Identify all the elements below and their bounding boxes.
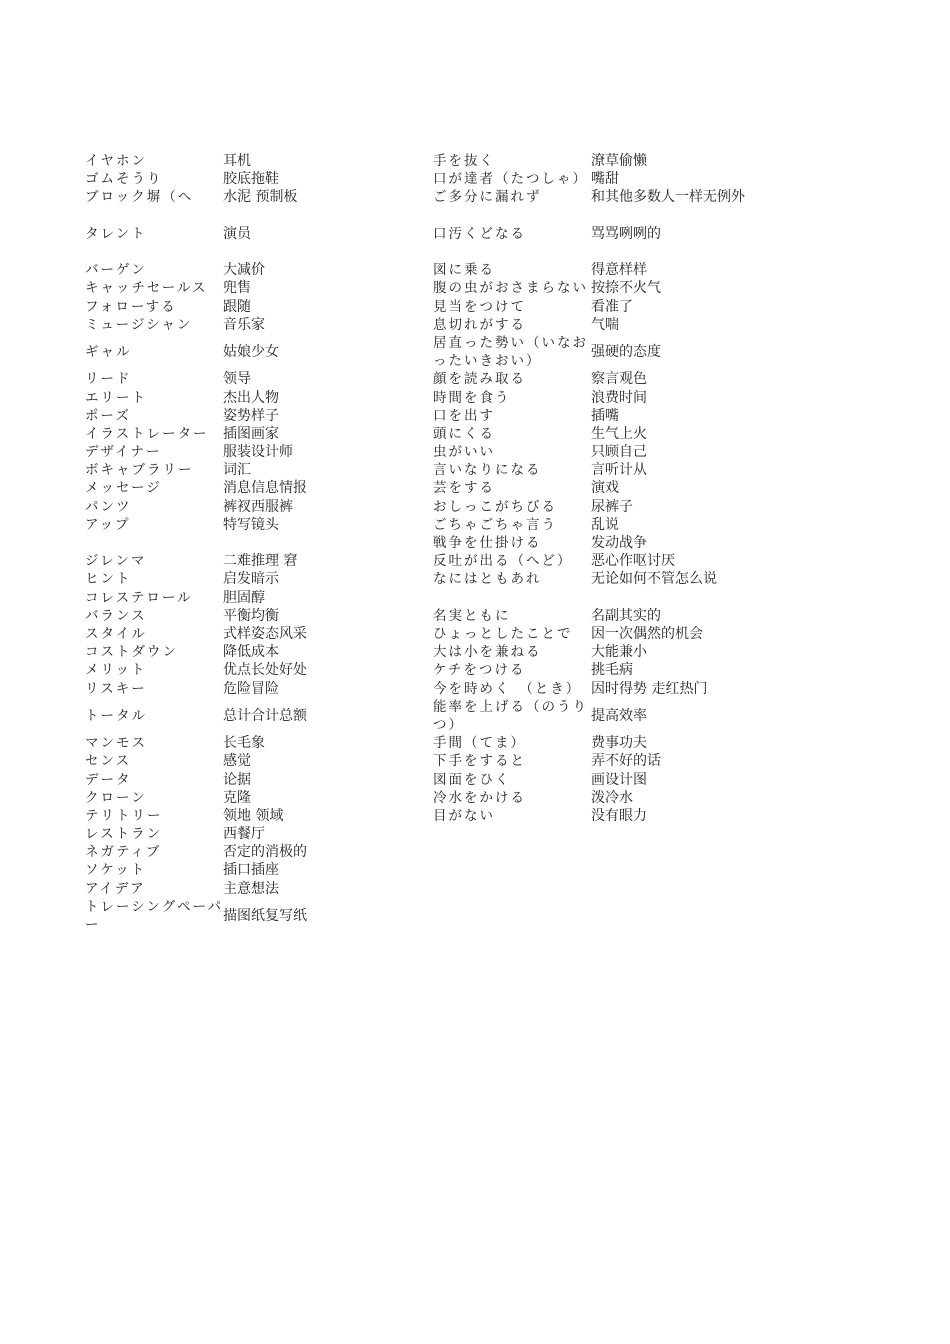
japanese-term: タレント xyxy=(85,225,147,242)
japanese-term: 手間（てま） xyxy=(433,735,526,752)
japanese-term: トータル xyxy=(85,707,147,724)
chinese-meaning: 按捺不火气 xyxy=(591,280,661,297)
chinese-meaning: 克隆 xyxy=(223,789,251,806)
chinese-meaning: 启发暗示 xyxy=(223,571,279,588)
chinese-meaning: 杰出人物 xyxy=(223,389,279,406)
japanese-term: 図面をひく xyxy=(433,771,511,788)
chinese-meaning: 水泥 预制板 xyxy=(223,189,298,206)
vocab-row xyxy=(85,570,415,588)
vocab-column-right xyxy=(433,152,793,825)
japanese-term: トレーシングペーパー xyxy=(85,898,223,933)
chinese-meaning: 危险冒险 xyxy=(223,680,279,697)
japanese-term: ケチをつける xyxy=(433,662,526,679)
vocab-row xyxy=(433,261,793,279)
vocab-row xyxy=(85,643,415,661)
chinese-meaning: 胆固醇 xyxy=(223,589,265,606)
japanese-term: 虫がいい xyxy=(433,444,495,461)
chinese-meaning: 画设计图 xyxy=(591,771,647,788)
japanese-term: 息切れがする xyxy=(433,316,526,333)
chinese-meaning: 总计合计总额 xyxy=(223,707,307,724)
vocab-row xyxy=(433,643,793,661)
chinese-meaning: 姑娘少女 xyxy=(223,344,279,361)
japanese-term: 口が達者（たつしゃ） xyxy=(433,171,588,188)
vocab-row xyxy=(85,388,415,406)
chinese-meaning: 插口插座 xyxy=(223,862,279,879)
japanese-term: ご多分に漏れず xyxy=(433,189,542,206)
vocab-row xyxy=(433,479,793,497)
vocab-row xyxy=(433,661,793,679)
vocab-row xyxy=(85,843,415,861)
chinese-meaning: 音乐家 xyxy=(223,316,265,333)
chinese-meaning: 得意样样 xyxy=(591,262,647,279)
vocab-row xyxy=(433,225,793,243)
blank-row xyxy=(85,534,415,552)
chinese-meaning: 看准了 xyxy=(591,298,633,315)
japanese-term: デザイナー xyxy=(85,444,162,461)
blank-row xyxy=(433,589,793,607)
vocab-row xyxy=(433,516,793,534)
japanese-term: クローン xyxy=(85,789,147,806)
japanese-term: リード xyxy=(85,371,132,388)
vocab-row xyxy=(433,334,793,370)
chinese-meaning: 插图画家 xyxy=(223,425,279,442)
vocab-row xyxy=(433,607,793,625)
japanese-term: エリート xyxy=(85,389,147,406)
vocab-row xyxy=(85,370,415,388)
chinese-meaning: 发动战争 xyxy=(591,535,647,552)
chinese-meaning: 插嘴 xyxy=(591,407,619,424)
chinese-meaning: 耳机 xyxy=(223,153,251,170)
vocab-row xyxy=(433,152,793,170)
japanese-term: イラストレーター xyxy=(85,425,209,442)
japanese-term: 反吐が出る（へど） xyxy=(433,553,573,570)
japanese-term: 手を抜く xyxy=(433,153,495,170)
japanese-term: イヤホン xyxy=(85,153,147,170)
vocab-row xyxy=(433,298,793,316)
vocab-row xyxy=(433,807,793,825)
chinese-meaning: 跟随 xyxy=(223,298,251,315)
japanese-term: パンツ xyxy=(85,498,132,515)
japanese-term: レストラン xyxy=(85,826,163,843)
japanese-term: バランス xyxy=(85,607,147,624)
chinese-meaning: 领导 xyxy=(223,371,251,388)
vocab-row xyxy=(85,752,415,770)
chinese-meaning: 胶底拖鞋 xyxy=(223,171,279,188)
japanese-term: ボキャブラリー xyxy=(85,462,194,479)
japanese-term: 下手をすると xyxy=(433,753,526,770)
chinese-meaning: 兜售 xyxy=(223,280,251,297)
japanese-term: ソケット xyxy=(85,862,147,879)
vocab-row xyxy=(433,698,793,734)
japanese-term: ネガティブ xyxy=(85,844,162,861)
chinese-meaning: 乱说 xyxy=(591,516,619,533)
chinese-meaning: 恶心作呕讨厌 xyxy=(591,553,675,570)
vocab-row xyxy=(85,188,415,206)
japanese-term: 頭にくる xyxy=(433,425,495,442)
vocab-row xyxy=(433,461,793,479)
vocab-row xyxy=(433,279,793,297)
vocab-row xyxy=(433,770,793,788)
chinese-meaning: 主意想法 xyxy=(223,880,279,897)
japanese-term: 戦争を仕掛ける xyxy=(433,535,542,552)
japanese-term: 口を出す xyxy=(433,407,495,424)
chinese-meaning: 大减价 xyxy=(223,262,265,279)
vocab-row xyxy=(85,698,415,734)
vocab-row xyxy=(85,861,415,879)
japanese-term: ひょっとしたことで xyxy=(433,625,573,642)
japanese-term: リスキー xyxy=(85,680,147,697)
vocab-row xyxy=(85,425,415,443)
vocab-row xyxy=(433,752,793,770)
vocab-row xyxy=(433,570,793,588)
chinese-meaning: 降低成本 xyxy=(223,644,279,661)
japanese-term: 見当をつけて xyxy=(433,298,526,315)
japanese-term: 口汚くどなる xyxy=(433,225,526,242)
vocab-row xyxy=(433,370,793,388)
vocab-row xyxy=(85,825,415,843)
japanese-term: マンモス xyxy=(85,735,147,752)
japanese-term: 居直った勢い（いなおったいきおい） xyxy=(433,335,588,370)
vocab-column-left xyxy=(85,152,415,934)
chinese-meaning: 提高效率 xyxy=(591,707,647,724)
japanese-term: 芸をする xyxy=(433,480,495,497)
chinese-meaning: 骂骂咧咧的 xyxy=(591,225,661,242)
chinese-meaning: 消息信息情报 xyxy=(223,480,307,497)
chinese-meaning: 名副其实的 xyxy=(591,607,661,624)
vocab-row xyxy=(85,607,415,625)
vocab-row xyxy=(85,316,415,334)
chinese-meaning: 西餐厅 xyxy=(223,826,265,843)
chinese-meaning: 领地 领域 xyxy=(223,807,284,824)
chinese-meaning: 无论如何不管怎么说 xyxy=(591,571,717,588)
japanese-term: おしっこがちびる xyxy=(433,498,557,515)
japanese-term: アップ xyxy=(85,516,131,533)
vocab-row xyxy=(433,734,793,752)
japanese-term: 言いなりになる xyxy=(433,462,542,479)
japanese-term: メッセージ xyxy=(85,480,162,497)
chinese-meaning: 裤衩西服裤 xyxy=(223,498,293,515)
chinese-meaning: 长毛象 xyxy=(223,735,265,752)
vocab-row xyxy=(85,589,415,607)
japanese-term: 腹の虫がおさまらない xyxy=(433,280,588,297)
japanese-term: ごちゃごちゃ言う xyxy=(433,516,557,533)
japanese-term: 顔を読み取る xyxy=(433,371,526,388)
chinese-meaning: 因时得势 走红热门 xyxy=(591,680,708,697)
chinese-meaning: 论据 xyxy=(223,771,251,788)
vocab-row xyxy=(433,443,793,461)
japanese-term: スタイル xyxy=(85,625,147,642)
vocab-row xyxy=(433,188,793,206)
japanese-term: ミュージシャン xyxy=(85,316,193,333)
chinese-meaning: 二难推理 窘 xyxy=(223,553,298,570)
japanese-term: バーゲン xyxy=(85,262,147,279)
chinese-meaning: 姿势样子 xyxy=(223,407,279,424)
japanese-term: ゴムそうり xyxy=(85,171,163,188)
japanese-term: 目がない xyxy=(433,807,495,824)
vocab-row xyxy=(85,661,415,679)
chinese-meaning: 描图纸复写纸 xyxy=(223,907,307,924)
chinese-meaning: 词汇 xyxy=(223,462,251,479)
chinese-meaning: 演戏 xyxy=(591,480,619,497)
vocab-row xyxy=(85,770,415,788)
vocab-row xyxy=(85,498,415,516)
vocab-row xyxy=(433,534,793,552)
japanese-term: 今を時めく （とき） xyxy=(433,680,582,697)
chinese-meaning: 潦草偷懒 xyxy=(591,153,647,170)
vocab-row xyxy=(85,789,415,807)
japanese-term: テリトリー xyxy=(85,807,163,824)
vocab-row xyxy=(433,425,793,443)
vocab-row xyxy=(85,407,415,425)
vocab-row xyxy=(85,443,415,461)
vocab-row xyxy=(433,625,793,643)
vocab-row xyxy=(85,734,415,752)
chinese-meaning: 否定的消极的 xyxy=(223,844,307,861)
chinese-meaning: 挑毛病 xyxy=(591,662,633,679)
chinese-meaning: 平衡均衡 xyxy=(223,607,279,624)
vocab-row xyxy=(433,170,793,188)
japanese-term: メリット xyxy=(85,662,147,679)
vocab-row xyxy=(85,279,415,297)
chinese-meaning: 尿裤子 xyxy=(591,498,633,515)
chinese-meaning: 演员 xyxy=(223,225,251,242)
japanese-term: 能率を上げる（のうりつ） xyxy=(433,698,588,733)
japanese-term: データ xyxy=(85,771,132,788)
chinese-meaning: 费事功夫 xyxy=(591,735,647,752)
japanese-term: ポーズ xyxy=(85,407,131,424)
vocab-row xyxy=(433,679,793,697)
japanese-term: ギャル xyxy=(85,344,132,361)
chinese-meaning: 特写镜头 xyxy=(223,516,279,533)
chinese-meaning: 泼冷水 xyxy=(591,789,633,806)
chinese-meaning: 嘴甜 xyxy=(591,171,619,188)
japanese-term: ヒント xyxy=(85,571,132,588)
chinese-meaning: 只顾自己 xyxy=(591,444,647,461)
japanese-term: 冷水をかける xyxy=(433,789,526,806)
vocab-row xyxy=(85,807,415,825)
japanese-term: 大は小を兼ねる xyxy=(433,644,542,661)
vocab-row xyxy=(85,261,415,279)
chinese-meaning: 生气上火 xyxy=(591,425,647,442)
chinese-meaning: 和其他多数人一样无例外 xyxy=(591,189,745,206)
japanese-term: コレステロール xyxy=(85,589,193,606)
vocab-row xyxy=(85,479,415,497)
blank-row xyxy=(433,207,793,225)
vocab-row xyxy=(433,407,793,425)
vocab-row xyxy=(433,316,793,334)
vocab-row xyxy=(85,225,415,243)
chinese-meaning: 察言观色 xyxy=(591,371,647,388)
chinese-meaning: 服装设计师 xyxy=(223,444,293,461)
vocab-row xyxy=(85,552,415,570)
japanese-term: 名実ともに xyxy=(433,607,511,624)
blank-row xyxy=(85,207,415,225)
blank-row xyxy=(85,243,415,261)
chinese-meaning: 言听计从 xyxy=(591,462,647,479)
chinese-meaning: 没有眼力 xyxy=(591,807,647,824)
chinese-meaning: 感觉 xyxy=(223,753,251,770)
blank-row xyxy=(433,243,793,261)
japanese-term: ジレンマ xyxy=(85,553,147,570)
vocab-row xyxy=(85,880,415,898)
vocab-row xyxy=(85,152,415,170)
chinese-meaning: 强硬的态度 xyxy=(591,344,661,361)
japanese-term: キャッチセールス xyxy=(85,280,208,297)
vocab-row xyxy=(433,498,793,516)
japanese-term: センス xyxy=(85,753,132,770)
chinese-meaning: 弄不好的话 xyxy=(591,753,661,770)
vocab-row xyxy=(85,170,415,188)
vocab-row xyxy=(85,898,415,934)
japanese-term: コストダウン xyxy=(85,644,178,661)
japanese-term: 時間を食う xyxy=(433,389,511,406)
chinese-meaning: 气喘 xyxy=(591,316,619,333)
chinese-meaning: 优点长处好处 xyxy=(223,662,307,679)
vocab-row xyxy=(433,789,793,807)
vocab-row xyxy=(85,625,415,643)
japanese-term: ブロック塀（へ xyxy=(85,189,194,206)
japanese-term: フォローする xyxy=(85,298,177,315)
vocab-row xyxy=(85,461,415,479)
japanese-term: 図に乗る xyxy=(433,262,495,279)
vocab-row xyxy=(85,679,415,697)
vocab-row xyxy=(85,516,415,534)
chinese-meaning: 式样姿态风采 xyxy=(223,625,307,642)
vocab-row xyxy=(85,298,415,316)
vocab-row xyxy=(433,552,793,570)
chinese-meaning: 大能兼小 xyxy=(591,644,647,661)
japanese-term: アイデア xyxy=(85,880,146,897)
vocab-row xyxy=(433,388,793,406)
vocab-row xyxy=(85,334,415,370)
chinese-meaning: 因一次偶然的机会 xyxy=(591,625,703,642)
japanese-term: なにはともあれ xyxy=(433,571,542,588)
chinese-meaning: 浪费时间 xyxy=(591,389,647,406)
